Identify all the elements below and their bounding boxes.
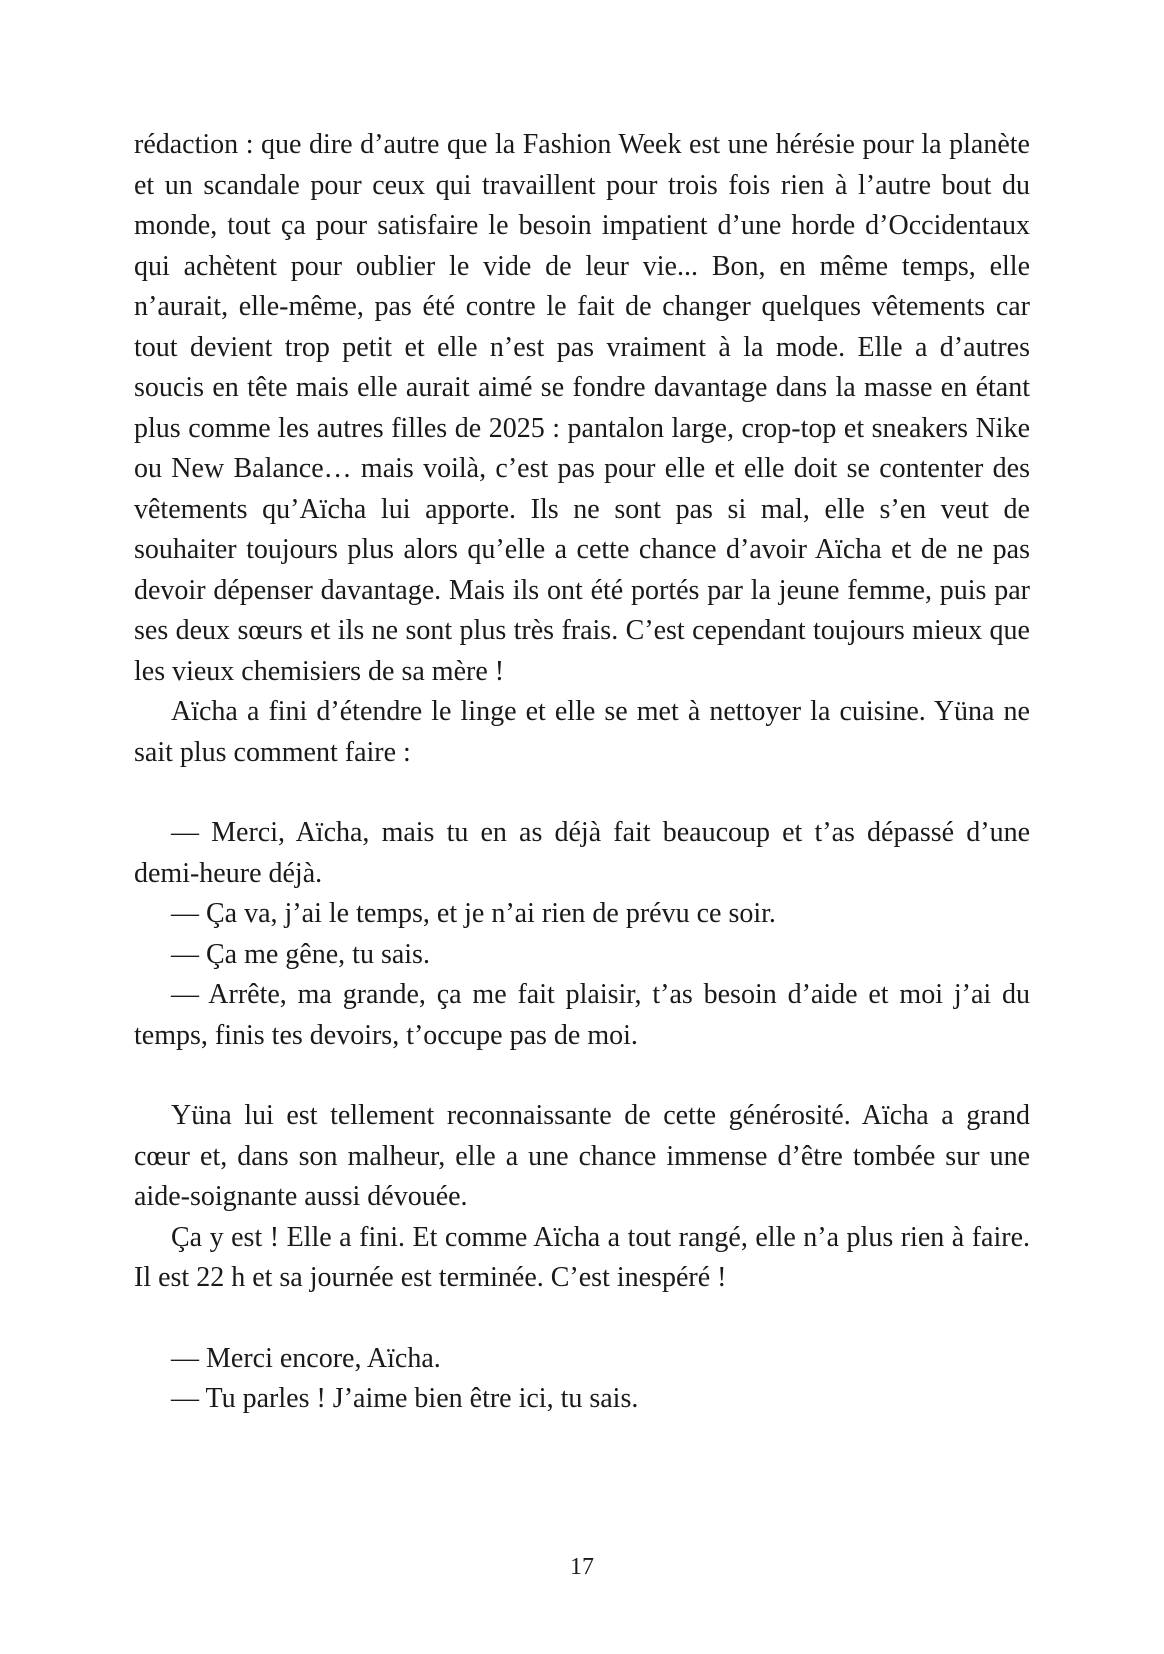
dialogue-line-3: — Ça me gêne, tu sais. [171, 938, 430, 970]
paragraph-3: Yüna lui est tellement reconnaissante de cette générosité. Aïcha a grand cœur et, dans son malheur, elle a une chance immense d’être tombée sur une aide-soignante aussi dévouée. [134, 1100, 1030, 1212]
dialogue-line-2: — Ça va, j’ai le temps, et je n’ai rien de prévu ce soir. [171, 898, 776, 929]
paragraph-1: rédaction : que dire d’autre que la Fashion Week est une hérésie pour la planète et un scandale pour ceux qui travaillent pour trois fois rien à l’autre bout du monde, tout ça pour satisfaire le besoin impatient d’une horde d’Occidentaux qui achètent pour oublier le vide de leur vie... Bon, en même temps, elle n’aurait, elle-même, pas été contre le fait de changer quelques vêtements car tout devient trop petit et elle n’est pas vraiment à la mode. Elle a d’autres soucis en tête mais elle aurait aimé se fondre davantage dans la masse en étant plus comme les autres filles de 2025 : pantalon large, crop-top et sneakers Nike ou New Balance… mais voilà, c’est pas pour elle et elle doit se contenter des vêtements qu’Aïcha lui apporte. Ils ne sont pas si mal, elle s’en veut de souhaiter toujours plus alors qu’elle a cette chance d’avoir Aïcha et de ne pas devoir dépenser davantage. Mais ils ont été portés par la jeune femme, puis par ses deux sœurs et ils ne sont plus très frais. C’est cependant toujours mieux que les vieux chemisiers de sa mère ! [134, 129, 1030, 687]
section-gap [134, 1299, 1030, 1339]
dialogue-line-4: — Arrête, ma grande, ça me fait plaisir, t’as besoin d’aide et moi j’ai du temps, finis tes devoirs, t’occupe pas de moi. [134, 979, 1030, 1051]
section-gap [134, 773, 1030, 813]
dialogue-line-6: — Tu parles ! J’aime bien être ici, tu sais. [171, 1383, 639, 1414]
dialogue-line-1: — Merci, Aïcha, mais tu en as déjà fait beaucoup et t’as dépassé d’une demi-heure déjà. [134, 817, 1030, 889]
page-body [134, 125, 1030, 1420]
dialogue-line-5: — Merci encore, Aïcha. [171, 1342, 441, 1374]
paragraph-2: Aïcha a fini d’étendre le linge et elle se met à nettoyer la cuisine. Yüna ne sait plus comment faire : [134, 696, 1030, 768]
page-number: 17 [570, 1554, 594, 1580]
paragraph-4: Ça y est ! Elle a fini. Et comme Aïcha a tout rangé, elle n’a plus rien à faire. Il est 22 h et sa journée est terminée. C’est inespéré ! [134, 1221, 1030, 1293]
section-gap [134, 1056, 1030, 1096]
